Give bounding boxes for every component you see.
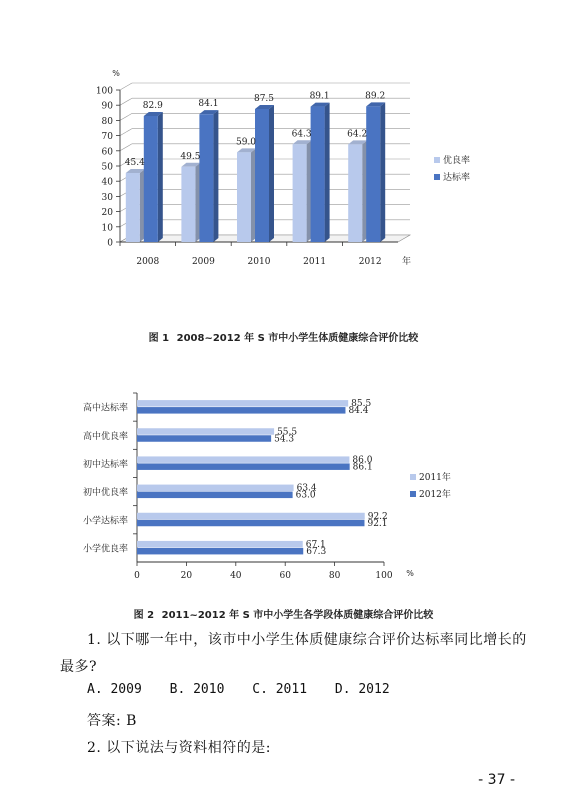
- bar-2011年-初中优良率: [137, 485, 294, 492]
- data-label: 92.1: [367, 518, 388, 529]
- data-label: 67.1: [305, 539, 326, 550]
- figure-2-title: 2011~2012 年 S 市中小学生各学段体质健康综合评价比较: [161, 610, 434, 621]
- y-tick-label: 50: [101, 162, 113, 173]
- x-tick-label: 2010: [247, 257, 271, 267]
- data-label: 89.2: [365, 91, 386, 102]
- question-1-line-2: 最多?: [60, 659, 98, 675]
- legend-swatch: [410, 474, 416, 480]
- bar-2011年-高中达标率: [137, 400, 348, 407]
- figure-2-caption: [0, 606, 567, 621]
- figure-1-title: 2008~2012 年 S 市中小学生体质健康综合评价比较: [176, 333, 419, 344]
- x-unit-label: %: [406, 569, 414, 578]
- x-tick-label: 2009: [191, 257, 215, 267]
- y-tick-label: 100: [95, 86, 113, 97]
- data-label: 63.0: [295, 490, 316, 501]
- y-tick-label: 70: [101, 132, 113, 143]
- data-label: 82.9: [142, 100, 163, 111]
- x-tick-label: 100: [375, 571, 393, 581]
- y-tick-label: 90: [101, 101, 113, 112]
- y-category-label: 高中达标率: [82, 403, 128, 414]
- bar-2012年-小学达标率: [137, 520, 364, 527]
- bar-2012年-高中达标率: [137, 407, 345, 414]
- data-label: 59.0: [235, 137, 257, 148]
- x-tick-label: 20: [180, 571, 193, 581]
- legend-label: 达标率: [443, 173, 471, 183]
- y-tick-label: 10: [101, 223, 113, 234]
- y-category-label: 小学达标率: [82, 516, 128, 527]
- x-tick-label: 2012: [358, 257, 382, 267]
- bar-2011年-小学达标率: [137, 513, 365, 520]
- data-label: 64.2: [347, 129, 368, 140]
- y-tick-label: 30: [101, 192, 113, 203]
- data-label: 54.3: [274, 434, 295, 445]
- option-c: C. 2011: [252, 682, 308, 697]
- x-tick-label: 2011: [303, 257, 327, 267]
- y-tick-label: 60: [101, 147, 113, 158]
- x-axis-label: 年: [402, 257, 412, 267]
- bar-2011年-小学优良率: [137, 541, 303, 548]
- legend-swatch: [410, 491, 416, 497]
- data-label: 64.3: [291, 129, 312, 140]
- data-label: 63.4: [296, 483, 317, 494]
- data-label: 45.4: [124, 157, 145, 168]
- data-label: 86.0: [352, 455, 373, 466]
- legend-label: 2012年: [419, 490, 451, 500]
- bar-2012年-初中达标率: [137, 463, 350, 470]
- data-label: 49.5: [180, 151, 201, 162]
- x-tick-label: 0: [134, 571, 140, 581]
- question-1-answer: 答案: B: [87, 713, 137, 729]
- data-label: 55.5: [277, 427, 298, 438]
- y-tick-label: 20: [101, 208, 113, 219]
- question-2-line-1: 2. 以下说法与资料相符的是:: [87, 740, 272, 756]
- x-tick-label: 2008: [136, 257, 160, 267]
- figure-1-number: 图 1: [148, 333, 170, 344]
- bar-2011年-高中优良率: [137, 428, 274, 435]
- figure-2-number: 图 2: [133, 610, 155, 621]
- bar-2012年-初中优良率: [137, 492, 293, 499]
- legend-label: 优良率: [443, 156, 471, 166]
- x-tick-label: 60: [279, 571, 291, 581]
- question-1-line-1: 1. 以下哪一年中，该市中小学生体质健康综合评价达标率同比增长的: [87, 632, 527, 648]
- y-category-label: 初中达标率: [82, 459, 128, 470]
- data-label: 84.4: [348, 406, 369, 417]
- data-label: 89.1: [309, 91, 330, 102]
- data-label: 67.3: [306, 546, 327, 557]
- data-label: 87.5: [253, 94, 275, 104]
- bar-2012年-小学优良率: [137, 548, 303, 555]
- data-label: 85.5: [351, 399, 372, 410]
- option-b: B. 2010: [169, 682, 225, 697]
- y-tick-label: 80: [101, 116, 113, 127]
- page-number: - 37 -: [478, 772, 515, 788]
- x-tick-label: 80: [328, 571, 341, 581]
- option-d: D. 2012: [334, 682, 390, 697]
- y-tick-label: 0: [107, 238, 113, 249]
- question-1-options: [87, 682, 410, 697]
- legend-label: 2011年: [419, 473, 451, 483]
- y-category-label: 初中优良率: [82, 488, 128, 499]
- y-tick-label: 40: [101, 177, 113, 188]
- y-unit-label: %: [112, 69, 120, 78]
- x-tick-label: 40: [230, 571, 242, 581]
- bar-2011年-初中达标率: [137, 456, 349, 463]
- option-a: A. 2009: [87, 682, 142, 697]
- data-label: 92.2: [367, 511, 388, 522]
- y-category-label: 小学优良率: [82, 544, 128, 555]
- bar-2012年-高中优良率: [137, 435, 271, 442]
- y-category-label: 高中优良率: [82, 431, 128, 442]
- data-label: 84.1: [198, 99, 219, 110]
- data-label: 86.1: [352, 462, 373, 473]
